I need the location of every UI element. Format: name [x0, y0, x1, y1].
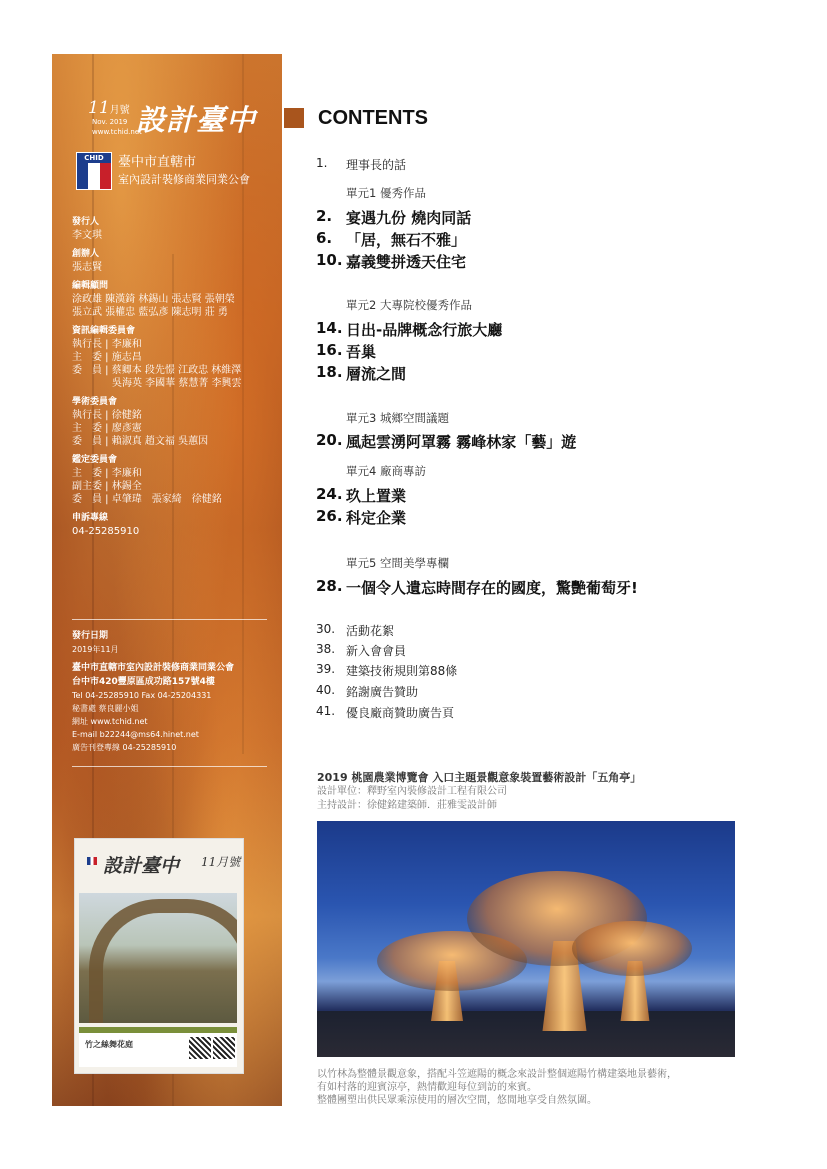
toc-page-number: 1.: [316, 156, 328, 170]
credit-names: 主 委 | 李廉和: [72, 468, 142, 479]
caption-line: 以竹林為整體景觀意象，搭配斗笠遮陽的概念來設計整個遮陽竹構建築地景藝術，: [317, 1069, 677, 1080]
toc-section-heading: 單元4 廠商專訪: [346, 464, 426, 478]
credits-list: [72, 216, 277, 544]
credit-role: 發行人: [72, 217, 100, 227]
toc-page-number: 18.: [316, 363, 343, 381]
credit-names: 執行長 | 徐健銘: [72, 410, 142, 421]
credit-group: [72, 216, 277, 242]
caption-line: 有如村落的迎賓涼亭，熱情歡迎每位到訪的來賓。: [317, 1082, 537, 1093]
toc-page-number: 26.: [316, 507, 343, 525]
credit-names: 吳海英 李國華 蔡慧菁 李興雲: [72, 378, 242, 389]
credit-names: 主 委 | 施志昌: [72, 352, 142, 363]
caption-line: 整體團塑出供民眾乘涼使用的層次空間，悠閒地享受自然氛圍。: [317, 1095, 597, 1106]
toc-page-number: 41.: [316, 704, 336, 718]
toc-page-number: 39.: [316, 662, 336, 676]
masthead: [68, 94, 268, 154]
toc-title: 新入會會員: [346, 644, 407, 658]
credit-group: [72, 396, 277, 448]
toc-title: 銘謝廣告贊助: [346, 685, 419, 699]
flag-icon: [87, 857, 97, 865]
association-name: 臺中市直轄市 室內設計裝修商業同業公會: [118, 155, 250, 186]
cover-photo: [79, 893, 237, 1023]
credit-names: 委 員 | 蔡卿本 段先憬 江政忠 林維澤: [72, 365, 242, 376]
credit-role: 申訴專線: [72, 513, 109, 523]
toc-page-number: 6.: [316, 229, 333, 247]
toc-section-heading: 單元2 大專院校優秀作品: [346, 298, 472, 312]
toc-title: 風起雲湧阿罩霧 霧峰林家「藝」遊: [346, 433, 577, 451]
toc-section-heading: 單元3 城鄉空間議題: [346, 411, 449, 425]
toc-page-number: 28.: [316, 577, 343, 595]
credit-names: 執行長 | 李廉和: [72, 339, 142, 350]
toc-title: 一個令人遺忘時間存在的國度，驚艷葡萄牙!: [346, 579, 638, 597]
toc-title: 理事長的話: [346, 158, 407, 172]
toc-page-number: 20.: [316, 431, 343, 449]
toc-title: 科定企業: [346, 509, 407, 527]
toc-page-number: 24.: [316, 485, 343, 503]
toc-title: 層流之間: [346, 365, 407, 383]
divider: [72, 766, 267, 767]
toc-title: 嘉義雙拼透天住宅: [346, 253, 467, 271]
credit-names: 張立武 張權忠 藍弘彥 陳志明 莊 勇: [72, 307, 228, 318]
qr-code-icon: [189, 1037, 211, 1059]
credit-group: [72, 248, 277, 274]
credit-role: 學術委員會: [72, 397, 118, 407]
website-url: www.tchid.net: [92, 128, 142, 136]
feature-header: [317, 769, 737, 813]
toc-title: 「居，無石不雅」: [346, 231, 467, 249]
cover-month: 11月號: [201, 855, 241, 869]
toc-title: 建築技術規則第88條: [346, 664, 458, 678]
toc-title: 優良廠商贊助廣告頁: [346, 706, 455, 720]
credit-group: [72, 325, 277, 390]
toc-page-number: 2.: [316, 207, 333, 225]
credit-names: 李文琪: [72, 230, 102, 241]
toc-page-number: 16.: [316, 341, 343, 359]
cover-logo: 設計臺中: [103, 855, 180, 877]
credit-group: [72, 454, 277, 506]
feature-lead-designer: 主持設計：徐健銘建築師．莊雅雯設計師: [317, 800, 497, 811]
toc-section-heading: 單元1 優秀作品: [346, 186, 426, 200]
credit-names: 委 員 | 賴淑真 趙文福 吳蕙因: [72, 436, 209, 447]
divider: [72, 619, 267, 620]
credit-names: 副主委 | 林錫全: [72, 481, 142, 492]
cover-footer: 竹之絲舞花庭: [79, 1027, 237, 1067]
toc-page-number: 38.: [316, 642, 336, 656]
credit-role: 資訊編輯委員會: [72, 326, 136, 336]
feature-heading: 2019 桃園農業博覽會 入口主題景觀意象裝置藝術設計「五角亭」: [317, 771, 642, 784]
association-logo: CHID: [76, 152, 112, 190]
credit-names: 委 員 | 卓肇瑋 張家綺 徐健銘: [72, 494, 222, 505]
feature-caption: [317, 1068, 747, 1107]
qr-code-icon: [213, 1037, 235, 1059]
credit-names: 張志賢: [72, 262, 102, 273]
issue-date: Nov. 2019: [92, 118, 128, 126]
toc-title: 日出-品牌概念行旅大廳: [346, 321, 503, 339]
publication-info: 發行日期 2019年11月 臺中市直轄市室內設計裝修商業同業公會 台中市420豐原區成功路157號4樓 Tel 04-25285910 Fax 04-25204331 秘書處 蔡良麗小姐 網址 www.tchid.net E-mail b22244@ms64.hinet.net 廣告刊登專線 04-25285910: [72, 631, 235, 752]
contents-accent-block: [284, 108, 304, 128]
toc-page-number: 14.: [316, 319, 343, 337]
credit-group: [72, 280, 277, 319]
toc-title: 活動花絮: [346, 624, 395, 638]
credit-role: 編輯顧問: [72, 281, 109, 291]
issue-number: 11月號: [88, 98, 130, 118]
credit-names: 04-25285910: [72, 526, 140, 537]
magazine-logo: 設計臺中: [136, 103, 257, 137]
credit-role: 創辦人: [72, 249, 100, 259]
toc-title: 宴遇九份 燒肉同話: [346, 209, 472, 227]
cover-thumbnail: [74, 838, 244, 1074]
credit-role: 鑑定委員會: [72, 455, 118, 465]
masthead-panel: [52, 54, 282, 1106]
credit-names: 涂政雄 陳漢錡 林錫山 張志賢 張朝榮: [72, 294, 235, 305]
feature-designer: 設計單位：釋野室內裝修設計工程有限公司: [317, 786, 507, 797]
toc-title: 玖上置業: [346, 487, 407, 505]
toc-title: 吾巢: [346, 343, 377, 361]
toc-page-number: 40.: [316, 683, 336, 697]
toc-page-number: 30.: [316, 622, 336, 636]
credit-group: [72, 512, 277, 538]
toc-page-number: 10.: [316, 251, 343, 269]
contents-title: CONTENTS: [318, 107, 428, 129]
toc-section-heading: 單元5 空間美學專欄: [346, 556, 449, 570]
pavilion-photo: [317, 821, 735, 1057]
credit-names: 主 委 | 廖彥憲: [72, 423, 142, 434]
